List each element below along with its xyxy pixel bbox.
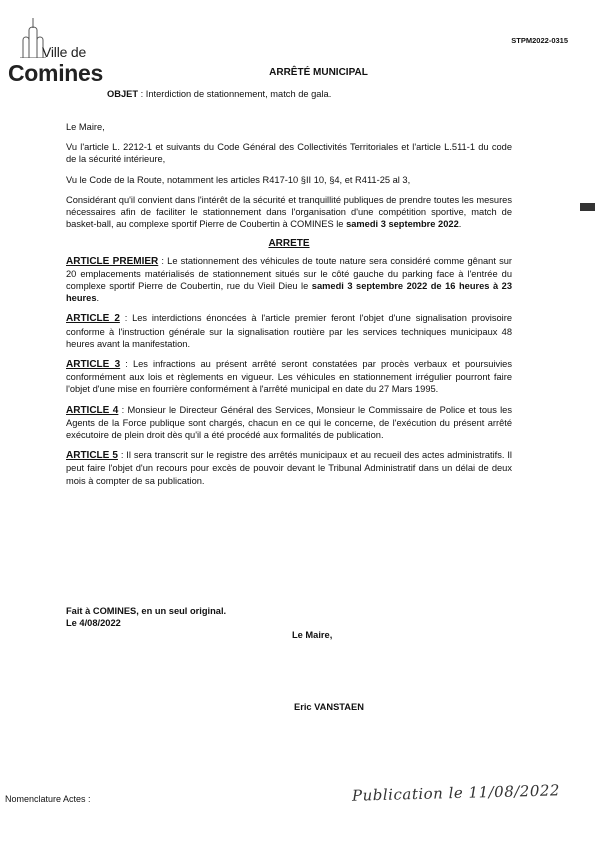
considerant-end: . [458, 219, 462, 230]
document-reference: STPM2022-0315 [511, 36, 568, 45]
article-4-text: : Monsieur le Directeur Général des Services, Monsieur le Commissaire de Police et tous les Agents de la Force publique sont chargés, chacun en ce qui le concerne, de l'exécution du présent arrêté exécutoire de plein droit dès qu'il a été procédé aux formalités de publication. [66, 404, 512, 441]
vu-paragraph-1: Vu l'article L. 2212-1 et suivants du Code Général des Collectivités Territoriales et l'article L.511-1 du code de la sécurité intérieure, [66, 142, 512, 165]
article-3 [66, 358, 512, 396]
maire-label: Le Maire, [292, 630, 333, 640]
article-1-end: . [96, 293, 100, 304]
article-5-text: : Il sera transcrit sur le registre des arrêtés municipaux et au recueil des actes administratifs. Il peut faire l'objet d'un recours pour excès de pouvoir devant le Tribunal Administratif dans un délai de deux mois à compter de sa publication. [66, 450, 513, 486]
article-2-title: ARTICLE 2 [66, 313, 120, 325]
article-3-text: : Les infractions au présent arrêté seront constatées par procès verbaux et poursuivies conformément aux lois et règlements en vigueur. Les véhicules en stationnement irrégulier pourront faire l'objet d'une mise en fourrière conformément à l'arrêté municipal en date du 27 Mars 1995. [66, 359, 513, 395]
considerant-paragraph [66, 194, 512, 231]
arrete-heading: ARRETE [268, 238, 310, 250]
vu-paragraph-2: Vu le Code de la Route, notamment les articles R417-10 §II 10, §4, et R411-25 al 3, [66, 174, 411, 185]
article-4 [66, 404, 512, 442]
fait-block [66, 605, 226, 629]
objet-label: OBJET [107, 89, 138, 99]
article-4-title: ARTICLE 4 [66, 404, 119, 416]
article-5-title: ARTICLE 5 [66, 450, 118, 462]
handwritten-publication-note: Publication le 11/08/2022 [351, 781, 561, 805]
signatory-name: Eric VANSTAEN [294, 702, 364, 712]
fait-line: Fait à COMINES, en un seul original. [66, 606, 227, 616]
fait-date: Le 4/08/2022 [66, 618, 121, 628]
considerant-date: samedi 3 septembre 2022 [346, 219, 459, 230]
article-1-text: : Le stationnement des véhicules de toute nature sera considéré comme gênant sur 20 emplacements matérialisés de stationnement situés sur le côté gauche du parking face à l'entrée du complexe sportif Pierre de Coubertin, rue du Vieil Dieu le [66, 255, 512, 292]
considerant-text: Considérant qu'il convient dans l'intérêt de la sécurité et tranquillité publiques de prendre toutes les mesures nécessaires afin de faciliter le stationnement dans l'organisation d'une compétition sportive, match de basket-ball, au complexe sportif Pierre de Coubertin à COMINES le [66, 194, 512, 230]
article-1-title: ARTICLE PREMIER [66, 255, 159, 267]
objet-text: : Interdiction de stationnement, match de gala. [138, 89, 332, 99]
article-1 [66, 255, 512, 305]
nomenclature-label: Nomenclature Actes : [5, 794, 91, 804]
city-logo [8, 18, 118, 90]
intro-line: Le Maire, [66, 122, 105, 132]
document-title: ARRÊTÉ MUNICIPAL [269, 67, 368, 78]
logo-comines: Comines [8, 60, 104, 86]
article-2 [66, 312, 512, 350]
article-1-date: samedi 3 septembre 2022 de 16 heures à 23 heures [66, 281, 512, 304]
document-objet [107, 89, 331, 99]
logo-ville-de: Ville de [42, 44, 87, 60]
article-5 [66, 449, 512, 487]
document-body [66, 121, 512, 495]
scan-edge-mark [580, 203, 595, 211]
article-2-text: : Les interdictions énoncées à l'article premier feront l'objet d'une signalisation provisoire conforme à l'instruction générale sur la signalisation routière par les services techniques municipaux 48 heures avant la manifestation. [66, 313, 512, 349]
article-3-title: ARTICLE 3 [66, 359, 121, 371]
